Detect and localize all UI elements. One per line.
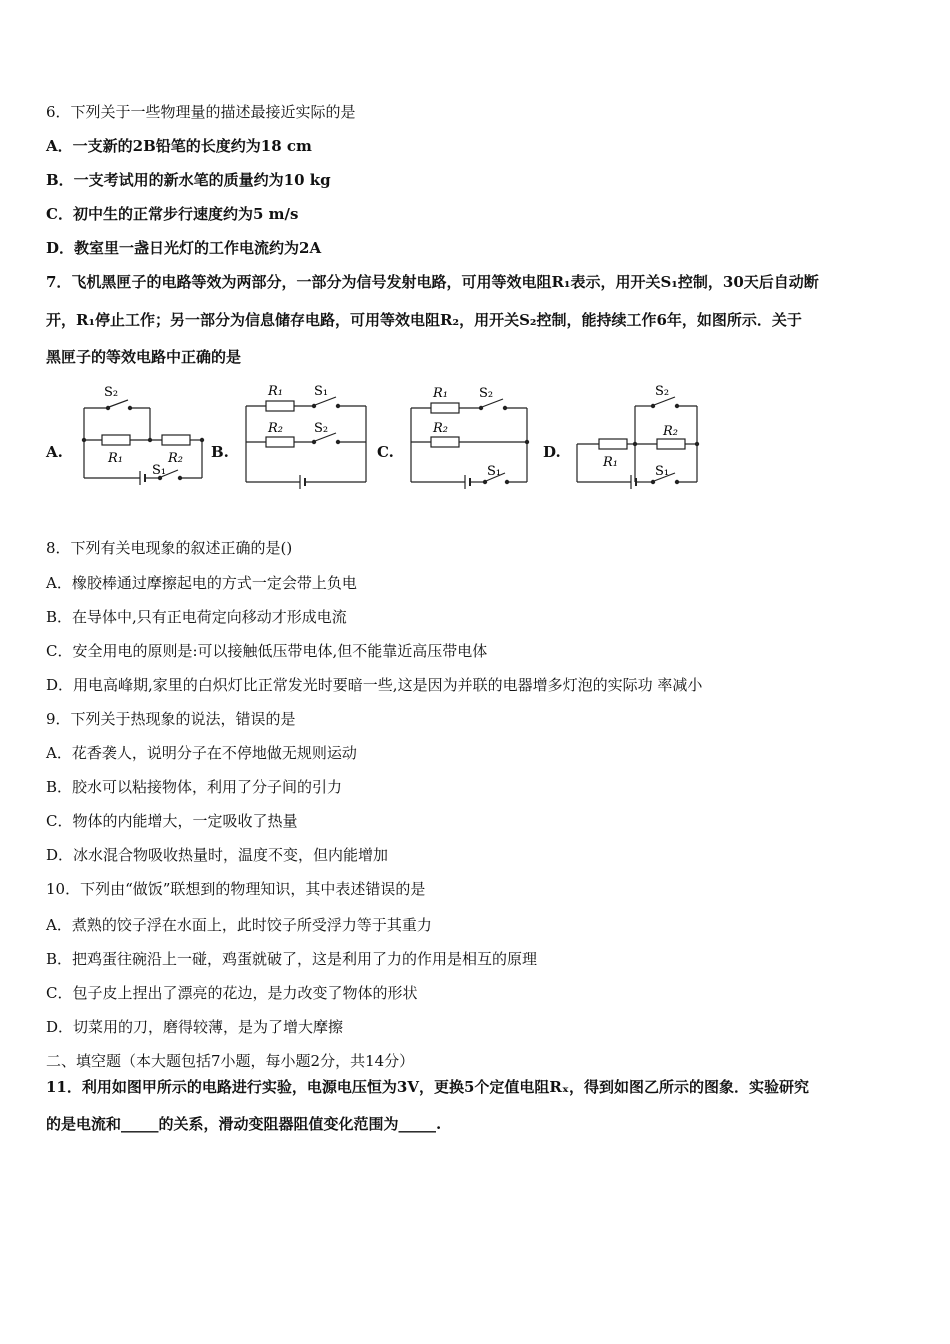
q9-stem: 9．下列关于热现象的说法，错误的是	[46, 710, 296, 728]
q11-line-2: 的是电流和_____的关系，滑动变阻器阻值变化范围为_____.	[46, 1115, 442, 1133]
q10-option-a: A．煮熟的饺子浮在水面上，此时饺子所受浮力等于其重力	[46, 916, 432, 934]
circuit-a-s1-label: S₁	[152, 463, 167, 478]
circuit-a-r1-label: R₁	[108, 451, 123, 466]
circuit-c-r1-label: R₁	[433, 386, 448, 401]
q7-line-1: 7．飞机黑匣子的电路等效为两部分，一部分为信号发射电路，可用等效电阻R₁表示，用开关S₁控制，30天后自动断	[46, 273, 819, 291]
q6-stem: 6．下列关于一些物理量的描述最接近实际的是	[46, 103, 356, 121]
q9-option-a: A．花香袭人，说明分子在不停地做无规则运动	[46, 744, 357, 762]
q7-line-2: 开，R₁停止工作；另一部分为信息储存电路，可用等效电阻R₂，用开关S₂控制，能持续工作6年，如图所示．关于	[46, 311, 802, 329]
q7-option-a-label: A.	[46, 443, 63, 461]
q8-option-c: C．安全用电的原则是:可以接触低压带电体,但不能靠近高压带电体	[46, 642, 488, 660]
circuit-d-diagram	[573, 378, 705, 496]
q9-option-d: D．冰水混合物吸收热量时，温度不变，但内能增加	[46, 846, 389, 864]
q8-stem: 8．下列有关电现象的叙述正确的是()	[46, 539, 293, 557]
q6-option-a: A．一支新的2B铅笔的长度约为18 cm	[46, 137, 312, 155]
circuit-c-s1-label: S₁	[487, 464, 502, 479]
q10-stem: 10．下列由“做饭”联想到的物理知识，其中表述错误的是	[46, 880, 426, 898]
circuit-a-r2-label: R₂	[168, 451, 183, 466]
circuit-c-diagram	[407, 378, 537, 494]
q7-option-d-label: D.	[543, 443, 561, 461]
circuit-b-r2-label: R₂	[268, 421, 283, 436]
q9-option-b: B．胶水可以粘接物体，利用了分子间的引力	[46, 778, 343, 796]
q6-option-b: B．一支考试用的新水笔的质量约为10 kg	[46, 171, 331, 189]
circuit-d-r1-label: R₁	[603, 455, 618, 470]
q9-option-c: C．物体的内能增大，一定吸收了热量	[46, 812, 298, 830]
q8-option-d: D．用电高峰期,家里的白炽灯比正常发光时要暗一些,这是因为并联的电器增多灯泡的实际功 率减小	[46, 676, 703, 694]
circuit-b-r1-label: R₁	[268, 384, 283, 399]
q7-option-c-label: C.	[377, 443, 394, 461]
q8-option-b: B．在导体中,只有正电荷定向移动才形成电流	[46, 608, 347, 626]
circuit-c-r2-label: R₂	[433, 421, 448, 436]
circuit-d-s1-label: S₁	[655, 464, 670, 479]
q6-option-d: D．教室里一盏日光灯的工作电流约为2A	[46, 239, 322, 257]
circuit-b-s2-label: S₂	[314, 421, 329, 436]
circuit-c-s2-label: S₂	[479, 386, 494, 401]
q7-line-3: 黑匣子的等效电路中正确的是	[46, 348, 242, 366]
circuit-d-s2-label: S₂	[655, 384, 670, 399]
q10-option-d: D．切菜用的刀，磨得较薄，是为了增大摩擦	[46, 1018, 344, 1036]
circuit-b-s1-label: S₁	[314, 384, 329, 399]
q8-option-a: A．橡胶棒通过摩擦起电的方式一定会带上负电	[46, 574, 357, 592]
q11-line-1: 11．利用如图甲所示的电路进行实验，电源电压恒为3V，更换5个定值电阻Rₓ，得到如图乙所示的图象．实验研究	[46, 1078, 809, 1096]
circuit-a-diagram	[78, 378, 210, 496]
q6-option-c: C．初中生的正常步行速度约为5 m/s	[46, 205, 299, 223]
q10-option-c: C．包子皮上捏出了漂亮的花边，是力改变了物体的形状	[46, 984, 418, 1002]
q7-option-b-label: B.	[211, 443, 229, 461]
section-2-heading: 二、填空题（本大题包括7小题，每小题2分，共14分）	[46, 1052, 415, 1070]
circuit-a-s2-label: S₂	[104, 385, 119, 400]
circuit-b-diagram	[242, 378, 372, 494]
circuit-d-r2-label: R₂	[663, 424, 678, 439]
q10-option-b: B．把鸡蛋往碗沿上一碰，鸡蛋就破了，这是利用了力的作用是相互的原理	[46, 950, 538, 968]
